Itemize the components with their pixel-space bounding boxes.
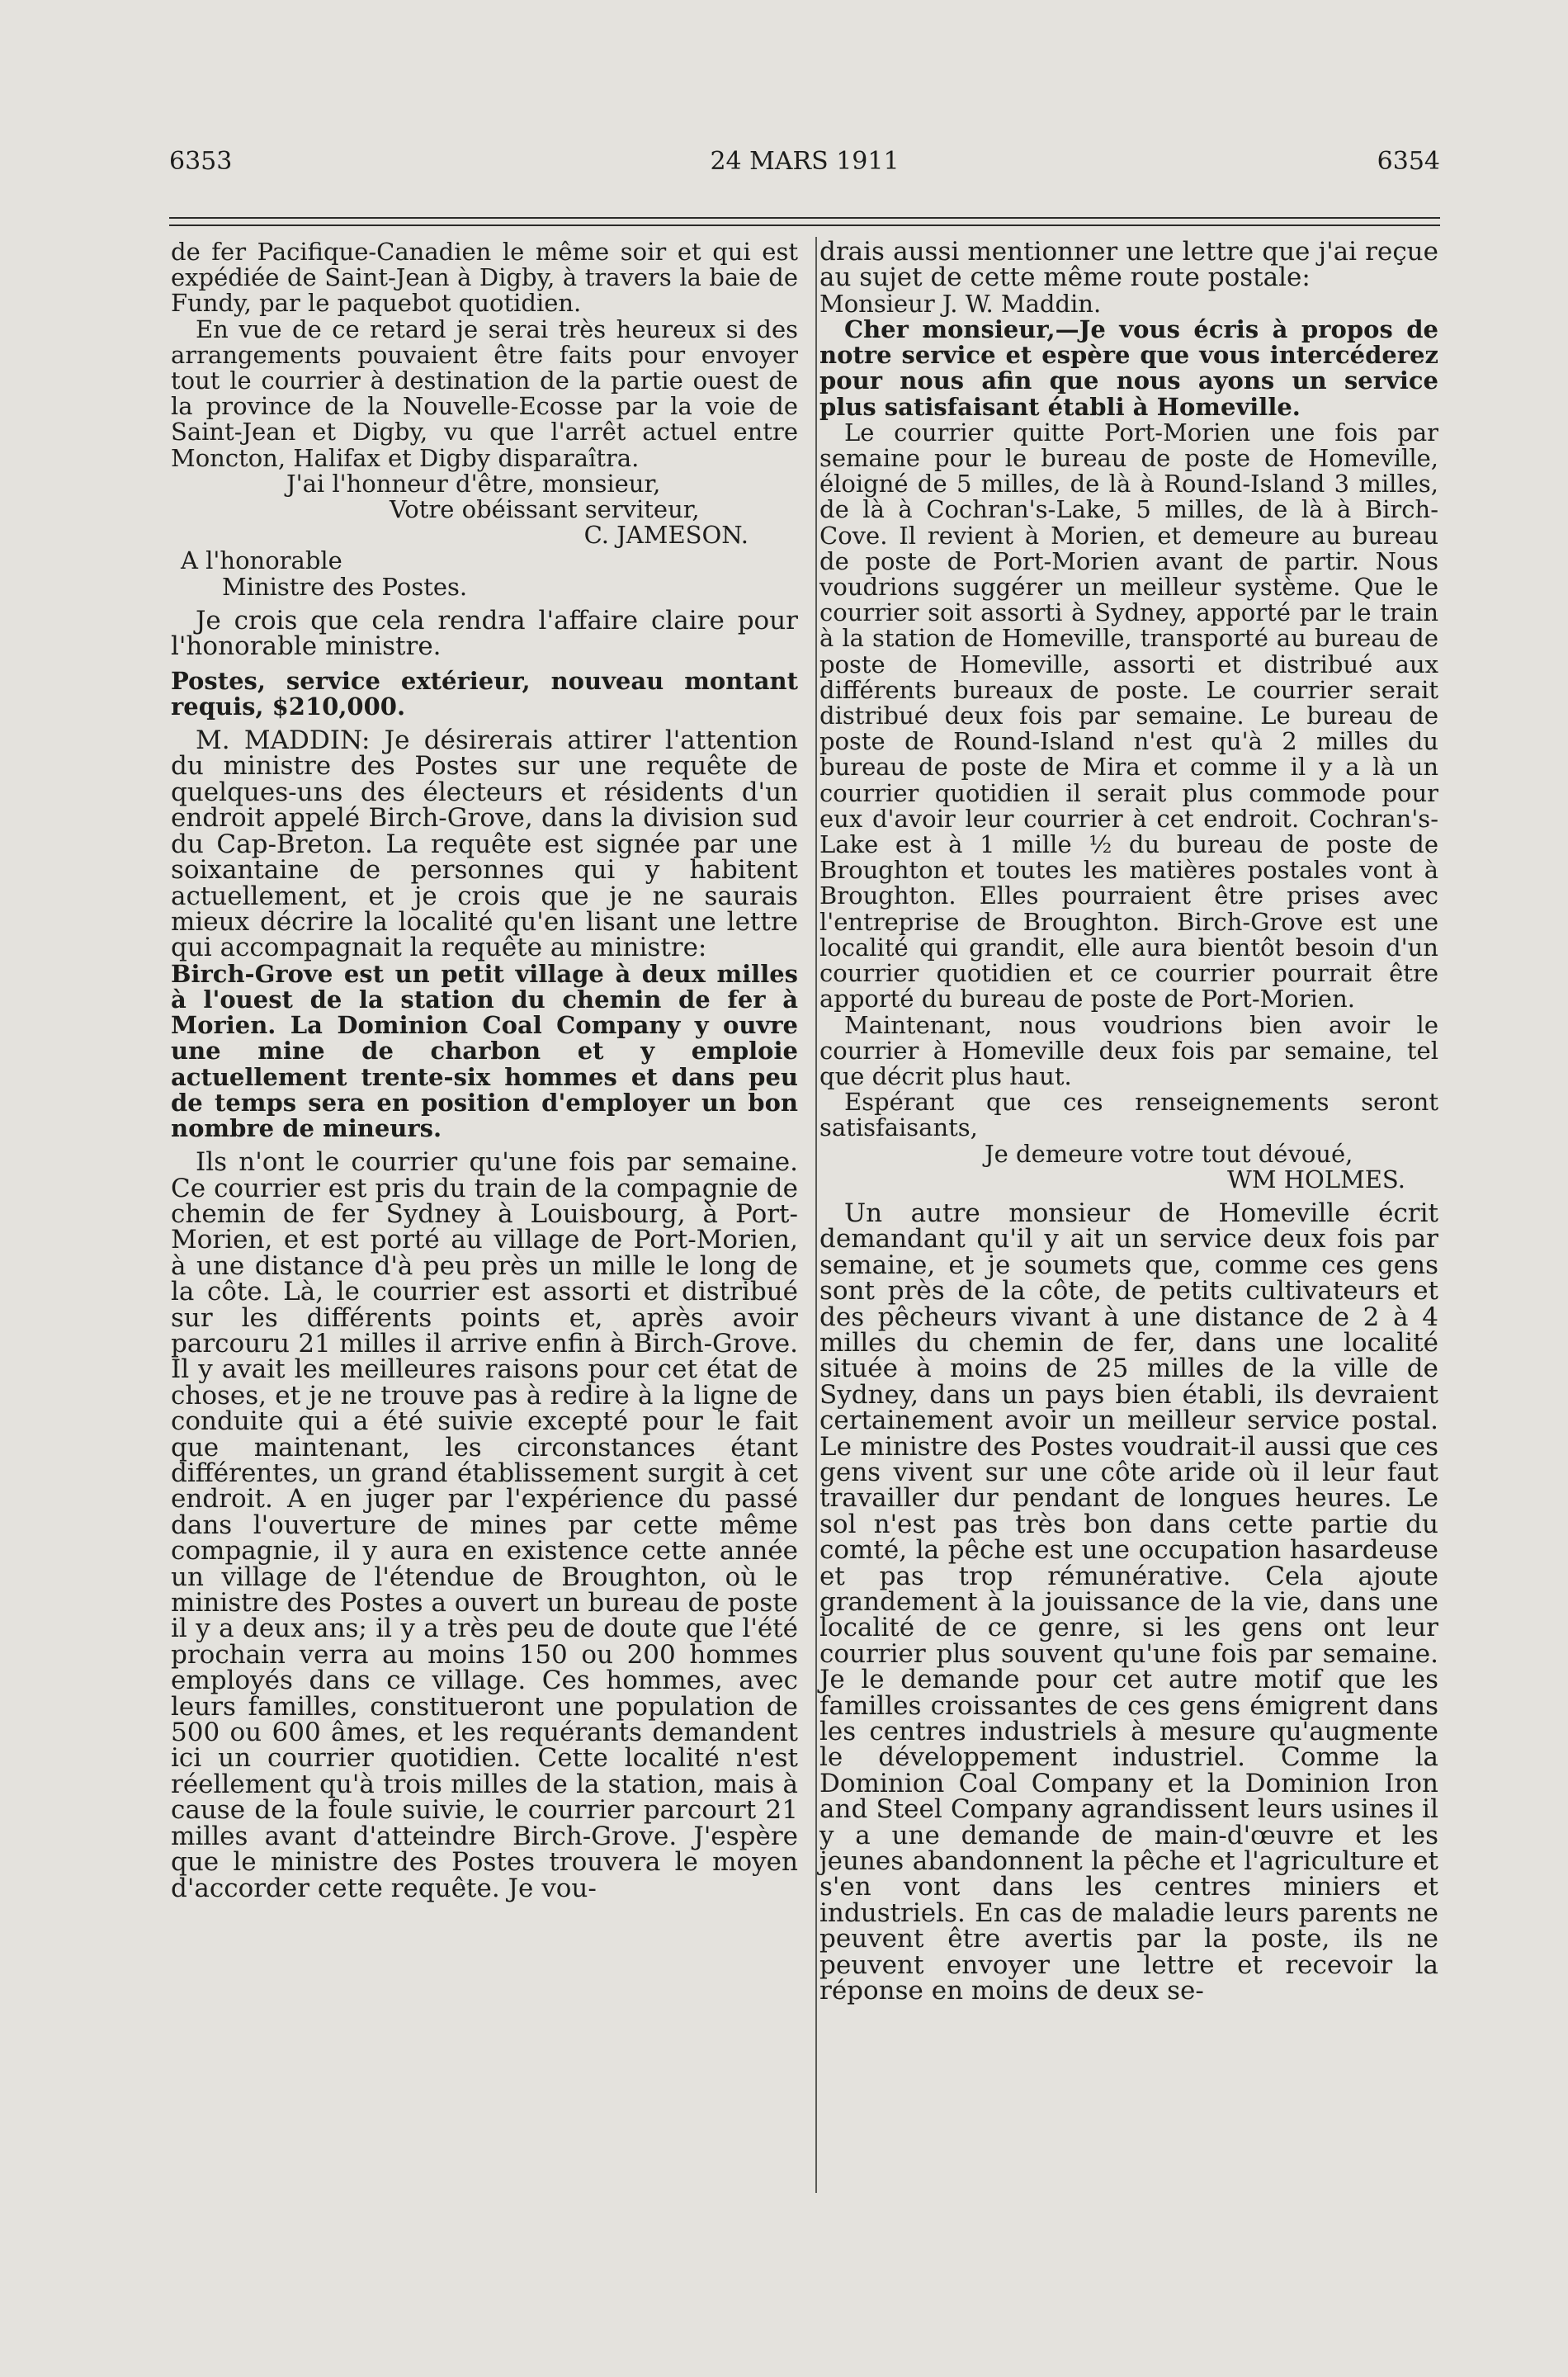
left-column — [171, 239, 798, 1902]
address-line-2: Ministre des Postes. — [222, 572, 468, 601]
speech-paragraph: Ils n'ont le courrier qu'une fois par semaine. Ce courrier est pris du train de la compagnie de chemin de fer Sydney à Louisbourg, à Port-Morien, et est porté au village de Port-Morien, à une distance d'à peu près un mille le long de la côte. Là, le courrier est assorti et distribué sur les différents points et, après avoir parcouru 21 milles il arrive enfin à Birch-Grove. Il y avait les meilleures raisons pour cet état de choses, et je ne trouve pas à redire à la ligne de conduite qui a été suivie excepté pour le fait que maintenant, les circonstances étant différentes, un grand établissement surgit à cet endroit. A en juger par l'expérience du passé dans l'ouverture de mines par cette même compagnie, il y aura en existence cette année un village de l'étendue de Broughton, où le ministre des Postes a ouvert un bureau de poste il y a deux ans; il y a très peu de doute que l'été prochain verra au moins 150 ou 200 hommes employés dans ce village. Ces hommes, avec leurs familles, constitueront une population de 500 ou 600 âmes, et les requérants demandent ici un courrier quotidien. Cette localité n'est réellement qu'à trois milles de la station, mais à cause de la foule suivie, le courrier parcourt 21 milles avant d'atteindre Birch-Grove. J'espère que le ministre des Postes trouvera le moyen d'accorder cette requête. Je vou- — [171, 1147, 798, 1903]
letter-paragraph: Cher monsieur,—Je vous écris à propos de notre service et espère que vous intercéderez pour nous afin que nous ayons un service plus satisfaisant établi à Homeville. — [819, 315, 1438, 421]
speech-paragraph: Un autre monsieur de Homeville écrit demandant qu'il y ait un service deux fois par semaine, et je soumets que, comme ces gens sont près de la côte, de petits cultivateurs et des pêcheurs vivant à une distance de 2 à 4 milles du chemin de fer, dans une localité située à moins de 25 milles de la ville de Sydney, dans un pays bien établi, ils devraient certainement avoir un meilleur service postal. Le ministre des Postes voudrait-il aussi que ces gens vivent sur une côte aride où il leur faut travailler dur pendant de longues heures. Le sol n'est pas très bon dans cette partie du comté, la pêche est une occupation hasardeuse et pas trop rémunérative. Cela ajoute grandement à la jouissance de la vie, dans une localité de ce genre, si les gens ont leur courrier plus souvent qu'une fois par semaine. Je le demande pour cet autre motif que les familles croissantes de ces gens émigrent dans les centres industriels à mesure qu'augmente le développement industriel. Comme la Dominion Coal Company et la Dominion Iron and Steel Company agrandissent leurs usines il y a une demande de main-d'œuvre et les jeunes abandonnent la pêche et l'agriculture et s'en vont dans les centres miniers et industriels. En cas de maladie leurs parents ne peuvent être avertis par la poste, ils ne peuvent envoyer une lettre et recevoir la réponse en moins de deux se- — [819, 1198, 1438, 2006]
letter-salutation: Monsieur J. W. Maddin. — [819, 289, 1102, 318]
letter-closing-1: J'ai l'honneur d'être, monsieur, — [286, 469, 661, 498]
page-number-right: 6354 — [1377, 147, 1440, 176]
letter-continuation: de fer Pacifique-Canadien le même soir et qui est expédiée de Saint-Jean à Digby, à travers la baie de Fundy, par le paquebot quotidien. — [171, 238, 798, 318]
speech-paragraph: Je crois que cela rendra l'affaire claire pour l'honorable ministre. — [171, 605, 798, 662]
header-rule-bottom — [169, 224, 1440, 226]
page-header — [169, 147, 1440, 188]
speech-continuation: drais aussi mentionner une lettre que j'ai reçue au sujet de cette même route postale: — [819, 237, 1438, 293]
right-column — [819, 239, 1438, 2005]
quoted-letter: Birch-Grove est un petit village à deux milles à l'ouest de la station du chemin de fer à Morien. La Dominion Coal Company y ouvre une mine de charbon et y emploie actuellement trente-six hommes et dans peu de temps sera en position d'employer un bon nombre de mineurs. — [171, 959, 798, 1142]
address-line-1: A l'honorable — [181, 546, 342, 575]
header-rule-top — [169, 217, 1440, 219]
letter-paragraph: En vue de ce retard je serai très heureux si des arrangements pouvaient être faits pour envoyer tout le courrier à destination de la partie ouest de la province de la Nouvelle-Ecosse par la voie de Saint-Jean et Digby, vu que l'arrêt actuel entre Moncton, Halifax et Digby disparaîtra. — [171, 314, 798, 472]
letter-closing-2: Votre obéissant serviteur, — [390, 495, 700, 524]
header-date: 24 MARS 1911 — [710, 147, 900, 176]
page-number-left: 6353 — [169, 147, 233, 176]
letter-paragraph: Le courrier quitte Port-Morien une fois par semaine pour le bureau de poste de Homeville, éloigné de 5 milles, de là à Round-Island 3 milles, de là à Cochran's-Lake, 5 milles, de là à Birch-Cove. Il revient à Morien, et demeure au bureau de poste de Port-Morien avant de partir. Nous voudrions suggérer un meilleur système. Que le courrier soit assorti à Sydney, apporté par le train à la station de Homeville, transporté au bureau de poste de Homeville, assorti et distribué aux différents bureaux de poste. Le courrier serait distribué deux fois par semaine. Le bureau de poste de Round-Island n'est qu'à 2 milles du bureau de poste de Mira et comme il y a là un courrier quotidien il serait plus commode pour eux d'avoir leur courrier à cet endroit. Cochran's-Lake est à 1 mille ½ du bureau de poste de Broughton et toutes les matières postales vont à Broughton. Elles pourraient être prises avec l'entreprise de Broughton. Birch-Grove est une localité qui grandit, elle aura bientôt besoin d'un courrier quotidien et ce courrier pourrait être apporté du bureau de poste de Port-Morien. — [819, 418, 1438, 1014]
estimate-item: Postes, service extérieur, nouveau montant requis, $210,000. — [171, 666, 798, 721]
letter-closing: Je demeure votre tout dévoué, — [985, 1139, 1353, 1168]
column-divider — [815, 237, 817, 2193]
letter-signature: WM HOLMES. — [1227, 1165, 1405, 1193]
letter-signature: C. JAMESON. — [583, 521, 749, 550]
letter-paragraph: Maintenant, nous voudrions bien avoir le courrier à Homeville deux fois par semaine, tel que décrit plus haut. — [819, 1010, 1438, 1090]
letter-paragraph: Espérant que ces renseignements seront satisfaisants, — [819, 1088, 1438, 1142]
speech-paragraph: M. MADDIN: Je désirerais attirer l'attention du ministre des Postes sur une requête de quelques-uns des électeurs et résidents d'un endroit appelé Birch-Grove, dans la division sud du Cap-Breton. La requête est signée par une soixantaine de personnes qui y habitent actuellement, et je crois que je ne saurais mieux décrire la localité qu'en lisant une lettre qui accompagnait la requête au ministre: — [171, 725, 798, 963]
